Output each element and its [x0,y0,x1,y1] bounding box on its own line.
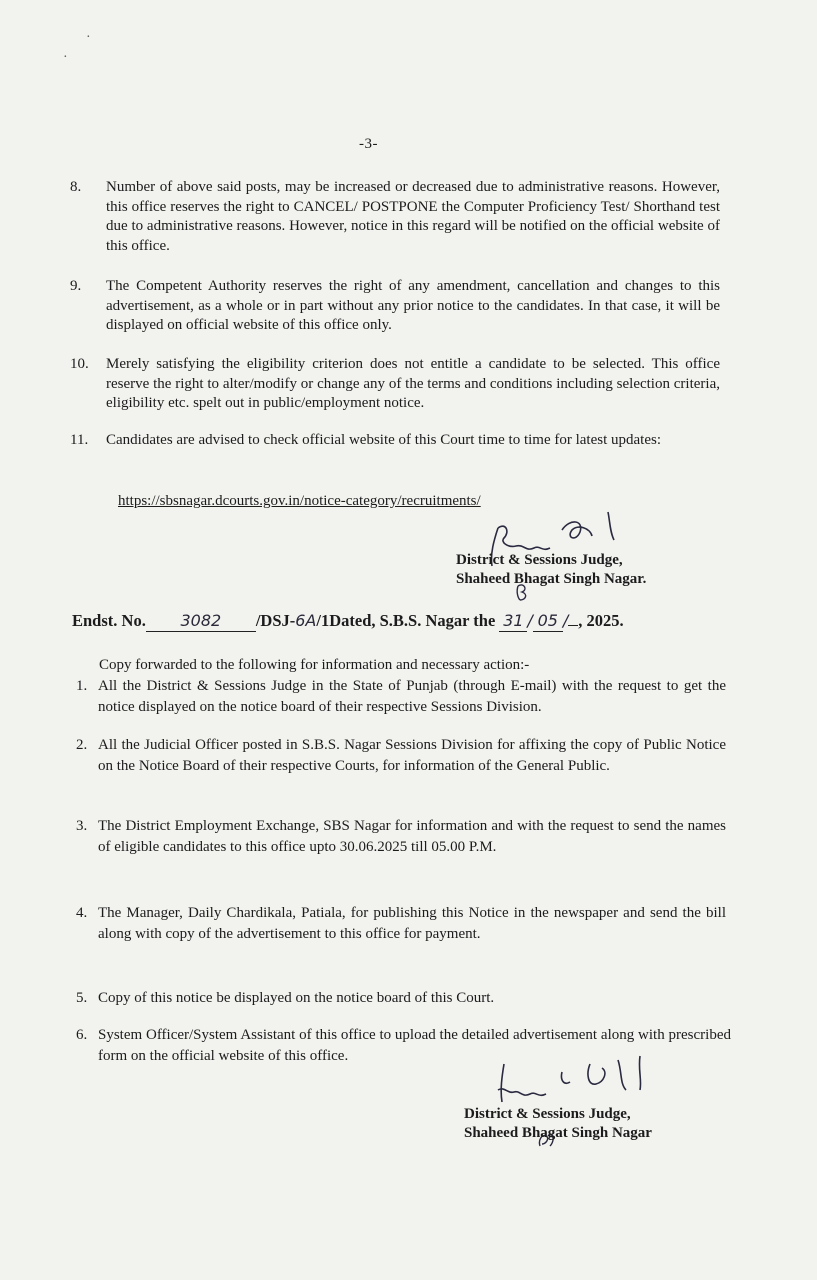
endorsement-line: Endst. No. 3082 /DSJ-6A/1Dated, S.B.S. Nagar the 31 / 05 / , 2025. [72,611,624,630]
copy-item-text: All the District & Sessions Judge in the State of Punjab (through E-mail) with the request to get the notice displayed on the notice board of their respective Sessions Division. [98,678,726,715]
clause-text: Number of above said posts, may be increased or decreased due to administrative reasons. However, this office reserves the right to CANCEL/ POSTPONE the Computer Proficiency Test/ Shorthand test due to administrative reasons. However, notice in this regard will be notified on the official website of this office. [106,179,720,254]
copy-item-number: 2. [76,737,88,753]
clause-text: Merely satisfying the eligibility criterion does not entitle a candidate to be selected. This office reserve the right to alter/modify or change any of the terms and conditions including selection criteria, eligibility etc. spelt out in public/employment notice. [106,356,720,411]
copy-item-number: 5. [76,990,88,1006]
endorsement-prefix: Endst. No. [72,611,146,630]
signature-1-line1: District & Sessions Judge, [456,552,623,568]
clause-number: 11. [70,432,89,448]
scan-dot-mark: · [86,30,91,45]
endorsement-date-day: 31 [503,611,524,630]
clause-number: 10. [70,356,89,372]
signature-1-designation [456,551,646,589]
copy-item-number: 6. [76,1027,88,1043]
endorsement-ref-handwritten: 6A [295,611,317,630]
copy-item-text: System Officer/System Assistant of this office to upload the detailed advertisement along with prescribed form on the official website of this office. [98,1027,731,1064]
clause-text: The Competent Authority reserves the right of any amendment, cancellation and changes to this advertisement, as a whole or in part without any prior notice to the candidates. In that case, it will be displayed on official website of this office only. [106,278,720,333]
copy-item-number: 3. [76,818,88,834]
signature-2-line2: Shaheed Bhagat Singh Nagar [464,1125,652,1141]
clause-number: 8. [70,179,82,195]
clause-number: 9. [70,278,82,294]
scan-dot-mark: · [63,50,68,65]
endorsement-year: , 2025. [578,611,624,630]
copy-item-number: 1. [76,678,88,694]
copy-item-text: Copy of this notice be displayed on the notice board of this Court. [98,990,495,1006]
copy-item-text: All the Judicial Officer posted in S.B.S. Nagar Sessions Division for affixing the copy of Public Notice on the Notice Board of their respective Courts, for information of the General Public. [98,737,726,774]
endorsement-ref-prefix: /DSJ- [255,611,296,630]
copy-forwarded-intro: Copy forwarded to the following for information and necessary action:- [99,657,530,673]
signature-1-line2: Shaheed Bhagat Singh Nagar. [456,571,647,587]
recruitment-website-link[interactable]: https://sbsnagar.dcourts.gov.in/notice-category/recruitments/ [118,493,481,509]
signature-2-designation [464,1105,652,1143]
endorsement-number: 3082 [180,611,222,630]
copy-item-text: The Manager, Daily Chardikala, Patiala, for publishing this Notice in the newspaper and send the bill along with copy of the advertisement to this office for payment. [98,905,726,942]
endorsement-ref-suffix: /1Dated, S.B.S. Nagar the [316,611,496,630]
clause-text: Candidates are advised to check official website of this Court time to time for latest updates: [106,432,661,448]
endorsement-date-month: 05 [537,611,558,630]
page-number: -3- [359,136,378,152]
copy-item-text: The District Employment Exchange, SBS Nagar for information and with the request to send the names of eligible candidates to this office upto 30.06.2025 till 05.00 P.M. [98,818,726,855]
copy-item-number: 4. [76,905,88,921]
signature-2-line1: District & Sessions Judge, [464,1106,631,1122]
